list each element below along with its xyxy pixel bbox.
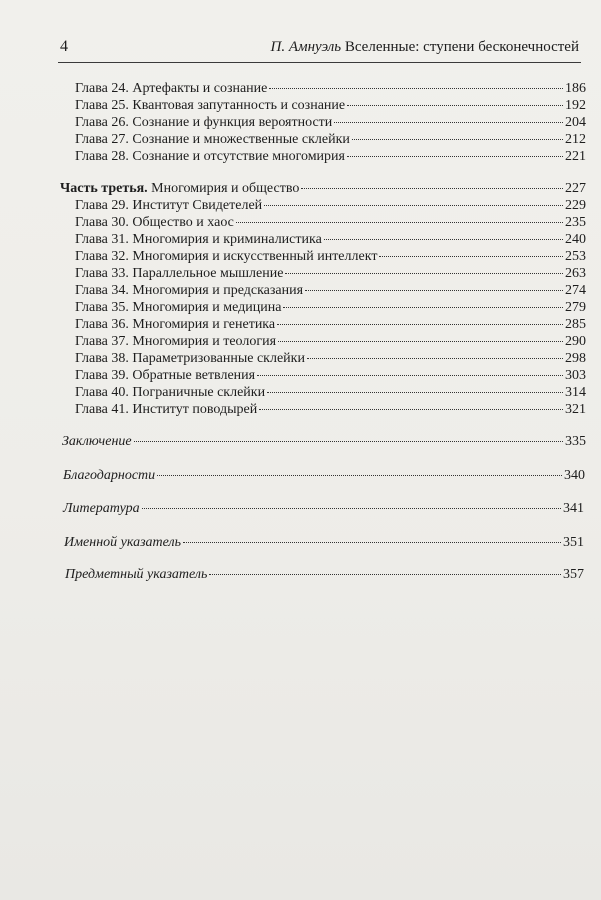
toc-entry-page: 229 xyxy=(565,198,586,213)
toc-entry-label: Глава 34. Многомирия и предсказания xyxy=(75,283,304,298)
toc-entry-chapter-41 xyxy=(75,401,586,418)
dot-leader xyxy=(134,441,563,442)
page-header xyxy=(60,38,579,62)
toc-entry-chapter-29 xyxy=(75,197,586,214)
dot-leader xyxy=(352,139,563,140)
toc-entry-label: Глава 29. Институт Свидетелей xyxy=(75,198,263,213)
toc-entry-chapter-39 xyxy=(75,367,586,384)
dot-leader xyxy=(347,105,563,106)
toc-entry-label: Глава 30. Общество и хаос xyxy=(75,215,234,230)
toc-entry-label: Глава 40. Пограничные склейки xyxy=(75,385,266,400)
dot-leader xyxy=(236,222,563,223)
dot-leader xyxy=(209,574,561,575)
toc-part-label-bold: Часть третья. xyxy=(60,181,148,196)
toc-entry-chapter-33 xyxy=(75,265,586,282)
toc-entry-page: 290 xyxy=(565,334,586,349)
toc-entry-page: 253 xyxy=(565,249,586,264)
toc-entry-page: 303 xyxy=(565,368,586,383)
toc-entry-page: 285 xyxy=(565,317,586,332)
toc-entry-label: Глава 35. Многомирия и медицина xyxy=(75,300,282,315)
toc-entry-page: 357 xyxy=(563,567,584,582)
toc-entry-chapter-31 xyxy=(75,231,586,248)
running-head xyxy=(271,39,580,56)
toc-entry-page: 240 xyxy=(565,232,586,247)
toc-entry-chapter-27 xyxy=(75,131,586,148)
toc-entry-chapter-40 xyxy=(75,384,586,401)
toc-entry-page: 351 xyxy=(563,535,584,550)
toc-entry-page: 263 xyxy=(565,266,586,281)
toc-entry-page: 298 xyxy=(565,351,586,366)
toc-entry-part-three xyxy=(60,180,586,197)
toc-entry-label: Благодарности xyxy=(63,468,156,483)
dot-leader xyxy=(285,273,563,274)
toc-entry-chapter-38 xyxy=(75,350,586,367)
toc-entry-page: 274 xyxy=(565,283,586,298)
dot-leader xyxy=(142,508,561,509)
toc-part-label-rest: Многомирия и общество xyxy=(147,181,300,196)
toc-entry-page: 335 xyxy=(565,434,586,449)
toc-entry-chapter-32 xyxy=(75,248,586,265)
toc-entry-label: Глава 28. Сознание и отсутствие многомирия xyxy=(75,149,345,164)
toc-entry-label: Литература xyxy=(63,501,140,516)
toc-entry-chapter-24 xyxy=(75,80,586,97)
toc-entry-chapter-37 xyxy=(75,333,586,350)
toc-entry-page: 340 xyxy=(564,468,585,483)
toc-entry-chapter-30 xyxy=(75,214,586,231)
toc-entry-chapter-28 xyxy=(75,148,586,165)
toc-entry-name-index xyxy=(64,534,584,551)
toc-entry-page: 235 xyxy=(565,215,586,230)
toc-entry-label: Глава 25. Квантовая запутанность и сознание xyxy=(75,98,346,113)
toc-entry-chapter-34 xyxy=(75,282,586,299)
toc-entry-page: 341 xyxy=(563,501,584,516)
toc-entry-page: 221 xyxy=(565,149,586,164)
toc-entry-label: Именной указатель xyxy=(64,535,181,550)
page-number: 4 xyxy=(60,38,68,55)
dot-leader xyxy=(267,392,563,393)
toc-entry-acknowledgements xyxy=(63,467,585,484)
toc-entry-page: 186 xyxy=(565,81,586,96)
dot-leader xyxy=(307,358,563,359)
dot-leader xyxy=(183,542,561,543)
dot-leader xyxy=(269,88,563,89)
toc-entry-label: Глава 41. Институт поводырей xyxy=(75,402,258,417)
dot-leader xyxy=(157,475,562,476)
dot-leader xyxy=(324,239,563,240)
toc-entry-page: 227 xyxy=(565,181,586,196)
toc-entry-label: Глава 31. Многомирия и криминалистика xyxy=(75,232,322,247)
dot-leader xyxy=(334,122,563,123)
dot-leader xyxy=(278,341,563,342)
dot-leader xyxy=(379,256,563,257)
dot-leader xyxy=(264,205,563,206)
dot-leader xyxy=(301,188,563,189)
dot-leader xyxy=(277,324,563,325)
toc-entry-bibliography xyxy=(63,500,584,517)
toc-entry-subject-index xyxy=(65,566,584,583)
dot-leader xyxy=(283,307,563,308)
dot-leader xyxy=(259,409,563,410)
toc-entry-page: 212 xyxy=(565,132,586,147)
toc-entry-label: Глава 37. Многомирия и теология xyxy=(75,334,277,349)
toc-entry-label: Заключение xyxy=(62,434,132,449)
toc-entry-label: Глава 38. Параметризованные склейки xyxy=(75,351,305,366)
dot-leader xyxy=(257,375,563,376)
header-rule xyxy=(58,62,581,63)
toc-entry-page: 204 xyxy=(565,115,586,130)
toc-entry-label: Предметный указатель xyxy=(65,567,208,582)
toc-entry-label: Глава 36. Многомирия и генетика xyxy=(75,317,276,332)
running-head-author: П. Амнуэль xyxy=(270,39,342,55)
running-head-title: Вселенные: ступени бесконечностей xyxy=(344,39,579,55)
dot-leader xyxy=(347,156,563,157)
toc-entry-chapter-35 xyxy=(75,299,586,316)
toc-entry-label: Глава 32. Многомирия и искусственный интеллект xyxy=(75,249,378,264)
toc-entry-page: 279 xyxy=(565,300,586,315)
toc-entry-chapter-36 xyxy=(75,316,586,333)
toc-entry-label: Глава 27. Сознание и множественные склейки xyxy=(75,132,350,147)
toc-entry-conclusion xyxy=(62,433,586,450)
toc-entry-page: 192 xyxy=(565,98,586,113)
toc-entry-page: 314 xyxy=(565,385,586,400)
toc-entry-chapter-25 xyxy=(75,97,586,114)
toc-entry-label: Глава 26. Сознание и функция вероятности xyxy=(75,115,333,130)
dot-leader xyxy=(305,290,563,291)
toc-entry-label: Глава 24. Артефакты и сознание xyxy=(75,81,268,96)
toc-entry-page: 321 xyxy=(565,402,586,417)
toc-entry-label: Глава 33. Параллельное мышление xyxy=(75,266,284,281)
toc-entry-label: Глава 39. Обратные ветвления xyxy=(75,368,256,383)
toc-part-label xyxy=(60,180,299,197)
toc-entry-chapter-26 xyxy=(75,114,586,131)
